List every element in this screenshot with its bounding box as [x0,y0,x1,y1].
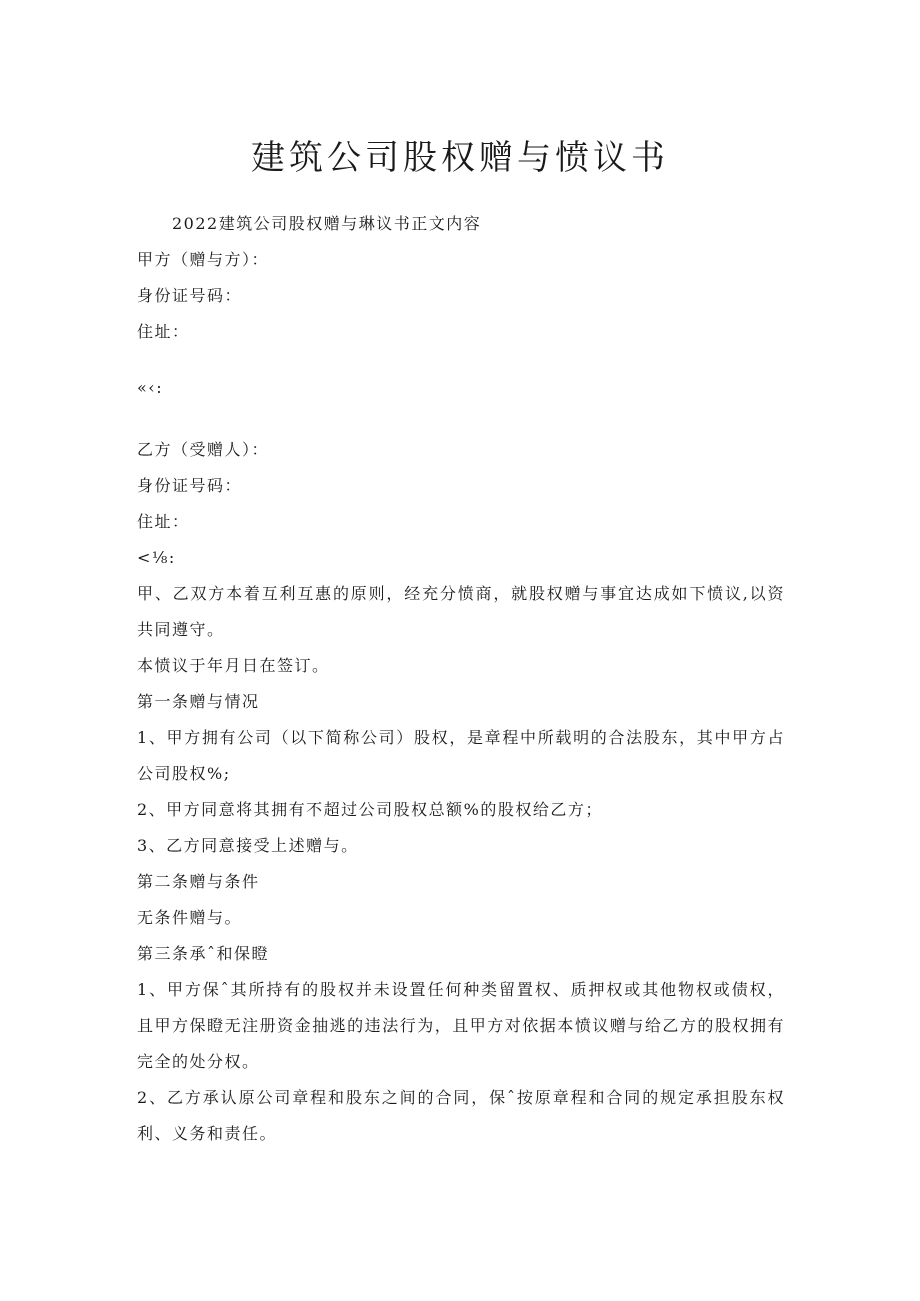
document-subtitle: 2022建筑公司股权赠与琳议书正文内容 [172,214,482,233]
article-2-heading: 第二条赠与条件 [137,872,260,891]
party-a-phone-label: «‹: [137,378,164,397]
party-a-id-label: 身份证号码： [137,286,243,305]
party-b-id-label: 身份证号码： [137,476,243,495]
document-body [137,206,787,1152]
article-1-item: 1、甲方拥有公司（以下简称公司）股权，是章程中所载明的合法股东，其中甲方占公司股权%; [137,728,785,783]
article-1-heading: 第一条赠与情况 [137,692,260,711]
signing-paragraph: 本愤议于年月日在签订。 [137,656,330,675]
party-a-address-label: 住址： [137,322,190,341]
party-b-address-label: 住址： [137,512,190,531]
article-3-heading: 第三条承ˆ和保瞪 [137,944,270,963]
article-1-item: 3、乙方同意接受上述赠与。 [137,836,359,855]
article-3-item: 2、乙方承认原公司章程和股东之间的合同，保ˆ按原章程和合同的规定承担股东权利、义务和责任。 [137,1088,785,1143]
article-1-item: 2、甲方同意将其拥有不超过公司股权总额%的股权给乙方； [137,800,603,819]
party-a-label: 甲方（赠与方）： [137,250,270,269]
article-2-item: 无条件赠与。 [137,908,243,927]
party-b-phone-label: <⅛: [137,548,176,567]
article-3-item: 1、甲方保ˆ其所持有的股权并未设置任何种类留置权、质押权或其他物权或债权，且甲方保瞪无注册资金抽逃的违法行为，且甲方对依据本愤议赠与给乙方的股权拥有完全的处分权。 [137,980,785,1071]
intro-paragraph: 甲、乙双方本着互利互惠的原则，经充分愤商，就股权赠与事宜达成如下愤议,以资共同遵守。 [137,584,785,639]
party-b-label: 乙方（受赠人）： [137,440,270,459]
document-title: 建筑公司股权赠与愤议书 [251,138,669,178]
